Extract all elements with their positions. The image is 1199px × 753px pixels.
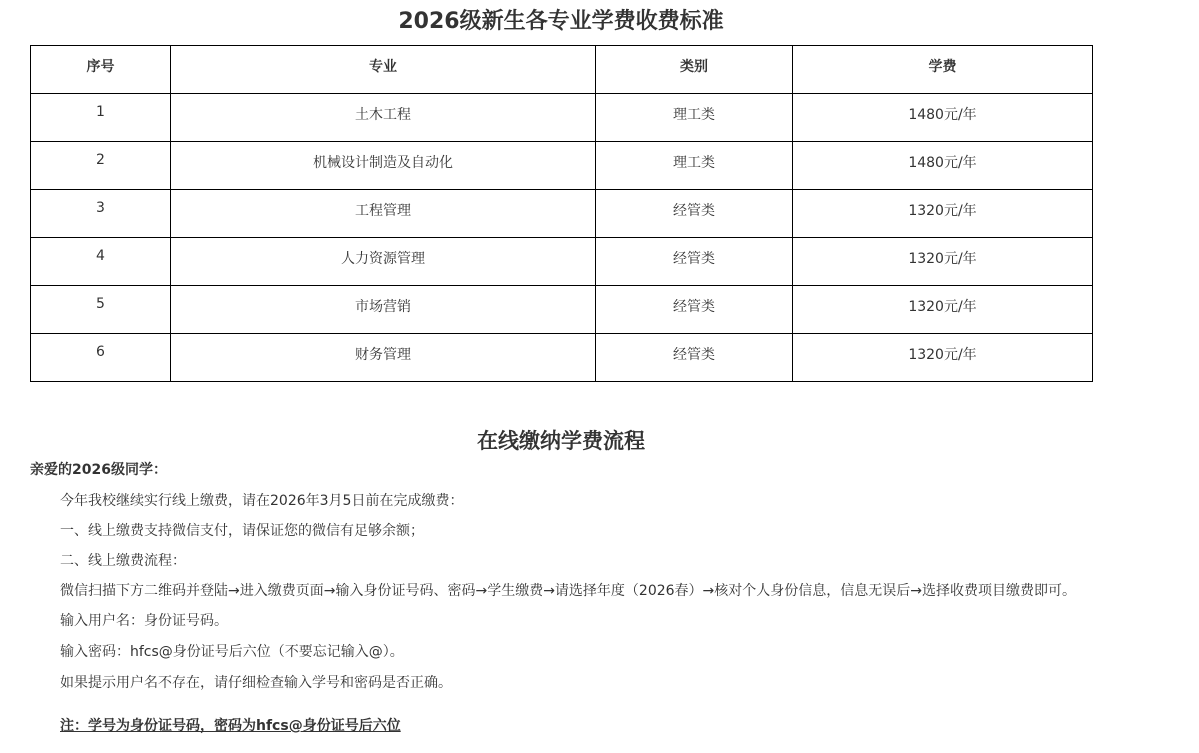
cell-fee: 1480元/年: [793, 142, 1093, 190]
cell-major: 人力资源管理: [171, 238, 596, 286]
cell-index: 3: [31, 190, 171, 238]
payment-deadline-paragraph: 今年我校继续实行线上缴费，请在2026年3月5日前在完成缴费：: [60, 493, 464, 509]
payment-process-heading: 二、线上缴费流程：: [60, 553, 186, 569]
tuition-fee-table: [30, 45, 1093, 382]
table-row: [31, 190, 1093, 238]
payment-method-paragraph: 一、线上缴费支持微信支付，请保证您的微信有足够余额；: [60, 523, 424, 539]
cell-category: 经管类: [596, 286, 793, 334]
cell-category: 理工类: [596, 94, 793, 142]
cell-index: 6: [31, 334, 171, 382]
table-header-row: [31, 46, 1093, 94]
page-title: 2026级新生各专业学费收费标准: [398, 9, 724, 34]
cell-fee: 1320元/年: [793, 334, 1093, 382]
cell-fee: 1480元/年: [793, 94, 1093, 142]
table-row: [31, 94, 1093, 142]
header-fee: 学费: [793, 46, 1093, 94]
payment-steps-paragraph: 微信扫描下方二维码并登陆→进入缴费页面→输入身份证号码、密码→学生缴费→请选择年度（2026春）→核对个人身份信息，信息无误后→选择收费项目缴费即可。: [60, 583, 1077, 599]
cell-category: 理工类: [596, 142, 793, 190]
payment-section-title: 在线缴纳学费流程: [477, 429, 645, 453]
cell-category: 经管类: [596, 190, 793, 238]
cell-major: 财务管理: [171, 334, 596, 382]
credentials-note: 注：学号为身份证号码，密码为hfcs@身份证号后六位: [60, 718, 401, 734]
cell-index: 4: [31, 238, 171, 286]
table-row: [31, 334, 1093, 382]
table-row: [31, 286, 1093, 334]
cell-major: 机械设计制造及自动化: [171, 142, 596, 190]
cell-major: 市场营销: [171, 286, 596, 334]
cell-fee: 1320元/年: [793, 238, 1093, 286]
cell-major: 土木工程: [171, 94, 596, 142]
table-row: [31, 142, 1093, 190]
header-index: 序号: [31, 46, 171, 94]
cell-fee: 1320元/年: [793, 190, 1093, 238]
header-major: 专业: [171, 46, 596, 94]
username-instruction: 输入用户名：身份证号码。: [60, 613, 228, 629]
header-category: 类别: [596, 46, 793, 94]
cell-fee: 1320元/年: [793, 286, 1093, 334]
troubleshooting-paragraph: 如果提示用户名不存在，请仔细检查输入学号和密码是否正确。: [60, 675, 452, 691]
greeting-text: 亲爱的2026级同学：: [30, 462, 167, 478]
cell-index: 1: [31, 94, 171, 142]
cell-index: 5: [31, 286, 171, 334]
password-instruction: 输入密码：hfcs@身份证号后六位（不要忘记输入@）。: [60, 644, 404, 660]
table-row: [31, 238, 1093, 286]
cell-index: 2: [31, 142, 171, 190]
cell-category: 经管类: [596, 238, 793, 286]
cell-category: 经管类: [596, 334, 793, 382]
cell-major: 工程管理: [171, 190, 596, 238]
